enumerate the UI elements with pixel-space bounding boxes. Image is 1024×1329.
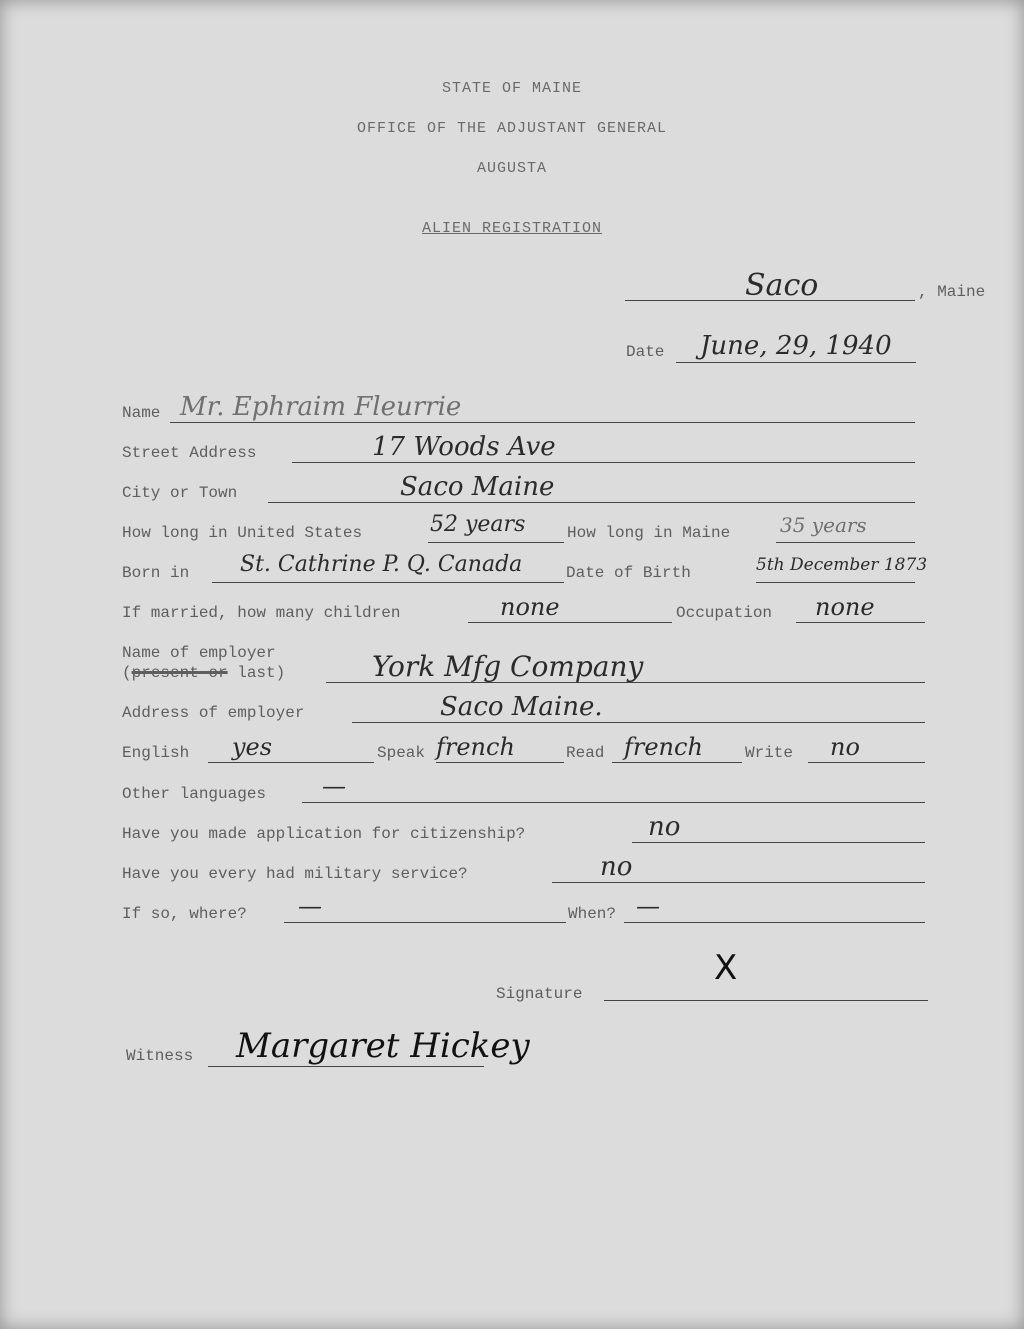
other-languages-label: Other languages xyxy=(122,785,267,803)
name-line xyxy=(170,422,915,423)
employer-sublabel-struck: present or xyxy=(131,664,228,682)
name-label: Name xyxy=(122,404,161,422)
employer-value: York Mfg Company xyxy=(372,650,644,683)
name-value: Mr. Ephraim Fleurrie xyxy=(180,392,462,422)
citizenship-value: no xyxy=(648,812,681,842)
occupation-value: none xyxy=(815,593,875,621)
signature-line xyxy=(604,1000,928,1001)
english-line xyxy=(208,762,374,763)
employer-sublabel-open: ( xyxy=(122,664,132,682)
location-suffix: , Maine xyxy=(918,283,986,301)
when-line xyxy=(624,922,925,923)
write-label: Write xyxy=(745,744,794,762)
other-languages-value: — xyxy=(322,772,346,800)
speak-label: Speak xyxy=(377,744,426,762)
military-value: no xyxy=(600,852,633,882)
us-duration-line xyxy=(428,542,564,543)
employer-address-line xyxy=(352,722,925,723)
speak-line xyxy=(436,762,564,763)
children-label: If married, how many children xyxy=(122,604,401,622)
city-line xyxy=(268,502,915,503)
date-label: Date xyxy=(626,343,665,361)
us-duration-value: 52 years xyxy=(430,512,526,537)
employer-label: Name of employer xyxy=(122,644,276,662)
where-label: If so, where? xyxy=(122,905,247,923)
witness-label: Witness xyxy=(126,1047,194,1065)
date-line xyxy=(676,362,916,363)
english-label: English xyxy=(122,744,190,762)
dob-value: 5th December 1873 xyxy=(756,555,928,575)
signature-label: Signature xyxy=(496,985,583,1003)
write-value: no xyxy=(830,733,860,761)
header-state: STATE OF MAINE xyxy=(441,80,583,97)
children-line xyxy=(468,622,672,623)
us-duration-label: How long in United States xyxy=(122,524,363,542)
when-label: When? xyxy=(568,905,617,923)
maine-duration-label: How long in Maine xyxy=(567,524,731,542)
signature-value: X xyxy=(714,948,738,988)
citizenship-label: Have you made application for citizenship? xyxy=(122,825,526,843)
street-value: 17 Woods Ave xyxy=(372,432,556,462)
city-value: Saco Maine xyxy=(400,472,555,502)
military-label: Have you every had military service? xyxy=(122,865,468,883)
read-line xyxy=(612,762,742,763)
maine-duration-line xyxy=(776,542,915,543)
speak-value: french xyxy=(436,733,515,761)
date-value: June, 29, 1940 xyxy=(700,331,892,361)
city-label: City or Town xyxy=(122,484,238,502)
where-line xyxy=(284,922,566,923)
when-value: — xyxy=(636,892,660,920)
military-line xyxy=(552,882,925,883)
english-value: yes xyxy=(232,733,273,761)
street-label: Street Address xyxy=(122,444,257,462)
employer-address-label: Address of employer xyxy=(122,704,305,722)
employer-sublabel-close: last) xyxy=(227,664,286,682)
street-line xyxy=(292,462,915,463)
born-line xyxy=(212,582,564,583)
children-value: none xyxy=(500,593,560,621)
where-value: — xyxy=(298,892,322,920)
citizenship-line xyxy=(632,842,925,843)
dob-label: Date of Birth xyxy=(566,564,691,582)
employer-sublabel xyxy=(122,664,285,682)
header-office: OFFICE OF THE ADJUSTANT GENERAL xyxy=(356,120,668,137)
write-line xyxy=(808,762,925,763)
other-languages-line xyxy=(302,802,925,803)
read-label: Read xyxy=(566,744,605,762)
occupation-line xyxy=(796,622,925,623)
location-value: Saco xyxy=(745,268,819,303)
employer-address-value: Saco Maine. xyxy=(440,692,603,722)
born-label: Born in xyxy=(122,564,190,582)
maine-duration-value: 35 years xyxy=(780,513,867,537)
header-city: AUGUSTA xyxy=(476,160,547,177)
witness-line xyxy=(208,1066,484,1067)
occupation-label: Occupation xyxy=(676,604,773,622)
read-value: french xyxy=(624,733,703,761)
dob-line xyxy=(756,582,915,583)
form-title: ALIEN REGISTRATION xyxy=(421,220,603,237)
witness-value: Margaret Hickey xyxy=(236,1026,530,1066)
born-value: St. Cathrine P. Q. Canada xyxy=(240,552,523,577)
